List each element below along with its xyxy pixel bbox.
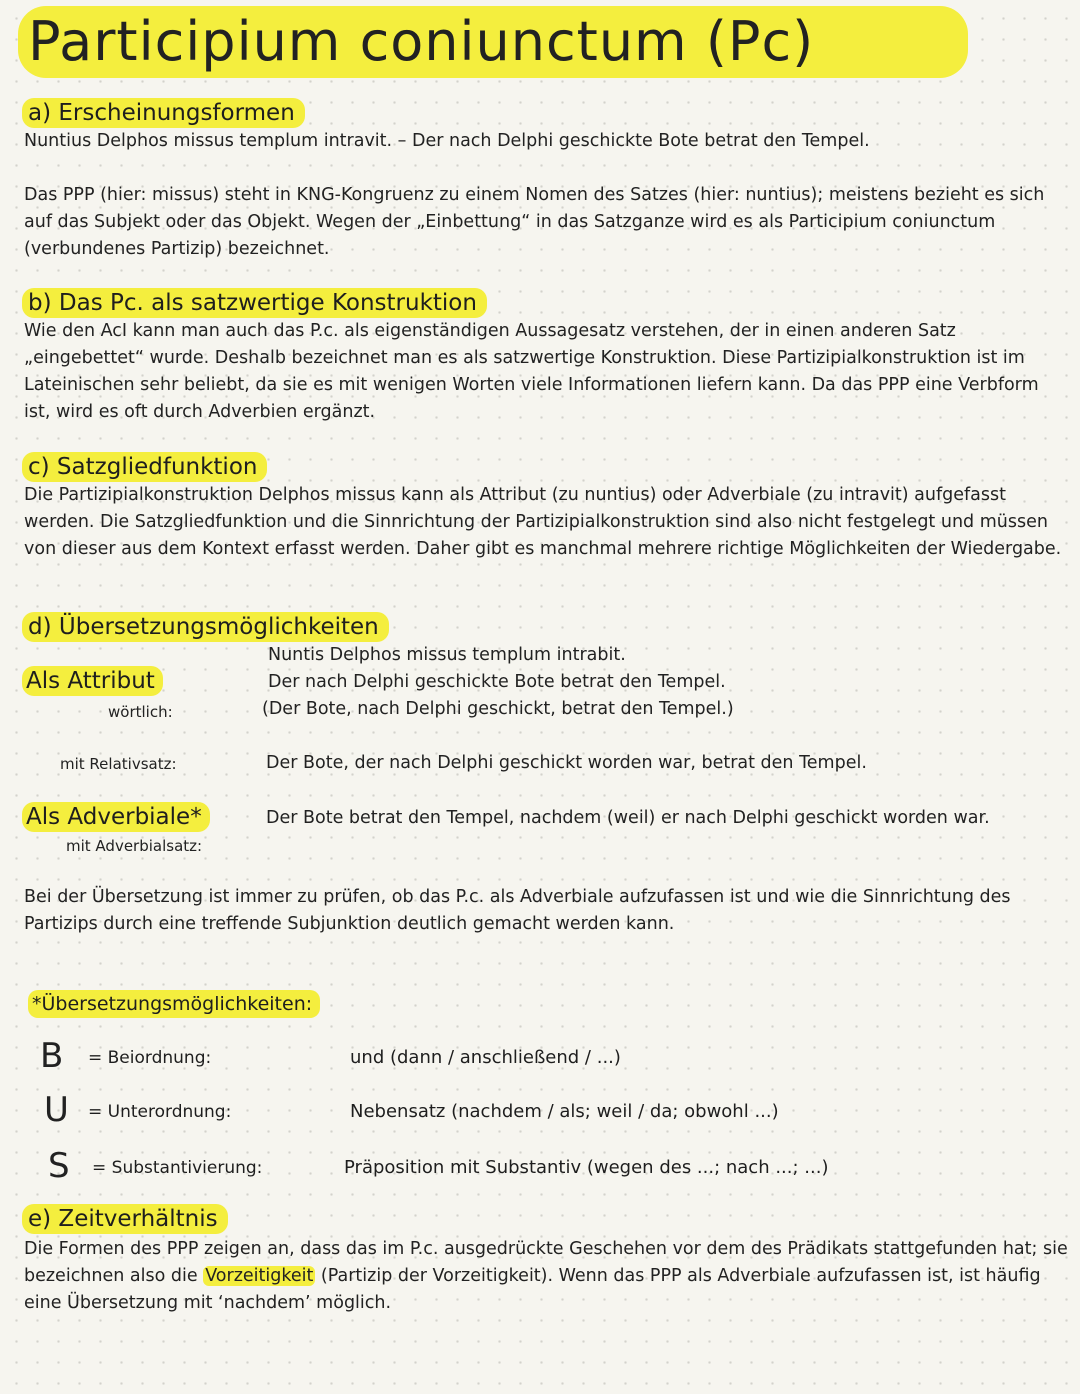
latin-sentence: Nuntis Delphos missus templum intrabit. xyxy=(268,645,626,665)
woertlich-translation-1: Der nach Delphi geschickte Bote betrat den Tempel. xyxy=(268,672,726,692)
relativsatz-label: mit Relativsatz: xyxy=(60,755,177,773)
section-e-body xyxy=(24,1236,1068,1317)
option-b-name: = Beiordnung: xyxy=(88,1048,212,1068)
section-b-body: Wie den AcI kann man auch das P.c. als eigenständigen Aussagesatz verstehen, der in einen anderen Satz „eingebettet“ wurde. Deshalb bezeichnet man es als satzwertige Konstruktion. Diese Partizipialkonstruktion ist im Lateinischen sehr beliebt, da sie es mit wenigen Worten viele Informationen liefern kann. Da das PPP eine Verbform ist, wird es oft durch Adverbien ergänzt. xyxy=(24,321,1039,422)
section-a-example: Nuntius Delphos missus templum intravit. – Der nach Delphi geschickte Bote betrat den Tempel. xyxy=(24,131,870,151)
section-a-heading: a) Erscheinungsformen xyxy=(22,98,305,128)
section-c-heading: c) Satzgliedfunktion xyxy=(22,452,267,482)
option-b-letter: B xyxy=(40,1036,64,1076)
woertlich-translation-2: (Der Bote, nach Delphi geschickt, betrat den Tempel.) xyxy=(262,699,734,719)
adverbialsatz-translation: Der Bote betrat den Tempel, nachdem (weil) er nach Delphi geschickt worden war. xyxy=(266,808,990,828)
woertlich-label: wörtlich: xyxy=(108,703,173,721)
section-b-heading: b) Das Pc. als satzwertige Konstruktion xyxy=(22,288,487,318)
relativsatz-translation: Der Bote, der nach Delphi geschickt worden war, betrat den Tempel. xyxy=(266,753,867,773)
translation-note: Bei der Übersetzung ist immer zu prüfen, ob das P.c. als Adverbiale aufzufassen ist und wie die Sinnrichtung des Partizips durch eine treffende Subjunktion deutlich gemacht werden kann. xyxy=(24,887,1011,934)
section-e-body-pre: Die Formen des PPP zeigen an, dass das im P.c. ausgedrückte Geschehen vor dem des Prädikats stattgefunden hat; sie bezeichnen also die xyxy=(24,1239,1068,1286)
section-d-heading: d) Übersetzungsmöglichkeiten xyxy=(22,612,389,642)
option-s-name: = Substantivierung: xyxy=(92,1158,263,1178)
section-a-body: Das PPP (hier: missus) steht in KNG-Kongruenz zu einem Nomen des Satzes (hier: nuntius); meistens bezieht es sich auf das Subjekt oder das Objekt. Wegen der „Einbettung“ in das Satzganze wird es als Participium coniunctum (verbundenes Partizip) bezeichnet. xyxy=(24,185,1045,259)
section-e-heading: e) Zeitverhältnis xyxy=(22,1204,228,1234)
option-u-letter: U xyxy=(44,1090,69,1130)
section-c-body: Die Partizipialkonstruktion Delphos missus kann als Attribut (zu nuntius) oder Adverbiale (zu intravit) aufgefasst werden. Die Satzgliedfunktion und die Sinnrichtung der Partizipialkonstruktion sind also nicht festgelegt und müssen von dieser aus dem Kontext erfasst werden. Daher gibt es manchmal mehrere richtige Möglichkeiten der Wiedergabe. xyxy=(24,485,1062,559)
option-u-example: Nebensatz (nachdem / als; weil / da; obwohl ...) xyxy=(350,1101,779,1122)
options-heading: *Übersetzungsmöglichkeiten: xyxy=(28,990,320,1018)
option-s-letter: S xyxy=(48,1146,70,1186)
option-s-example: Präposition mit Substantiv (wegen des ...; nach ...; ...) xyxy=(344,1157,829,1178)
page-title: Participium coniunctum (Pc) xyxy=(18,6,968,78)
adverbiale-label: Als Adverbiale* xyxy=(22,802,210,832)
adverbialsatz-label: mit Adverbialsatz: xyxy=(66,837,203,855)
option-b-example: und (dann / anschließend / ...) xyxy=(350,1047,621,1068)
option-u-name: = Unterordnung: xyxy=(88,1102,232,1122)
attribut-label: Als Attribut xyxy=(22,666,163,696)
vorzeitigkeit-highlight: Vorzeitigkeit xyxy=(205,1266,314,1286)
section-e-body-post: (Partizip der Vorzeitigkeit). Wenn das PPP als Adverbiale aufzufassen ist, ist häufig eine Übersetzung mit ‘nachdem’ möglich. xyxy=(24,1266,1041,1313)
